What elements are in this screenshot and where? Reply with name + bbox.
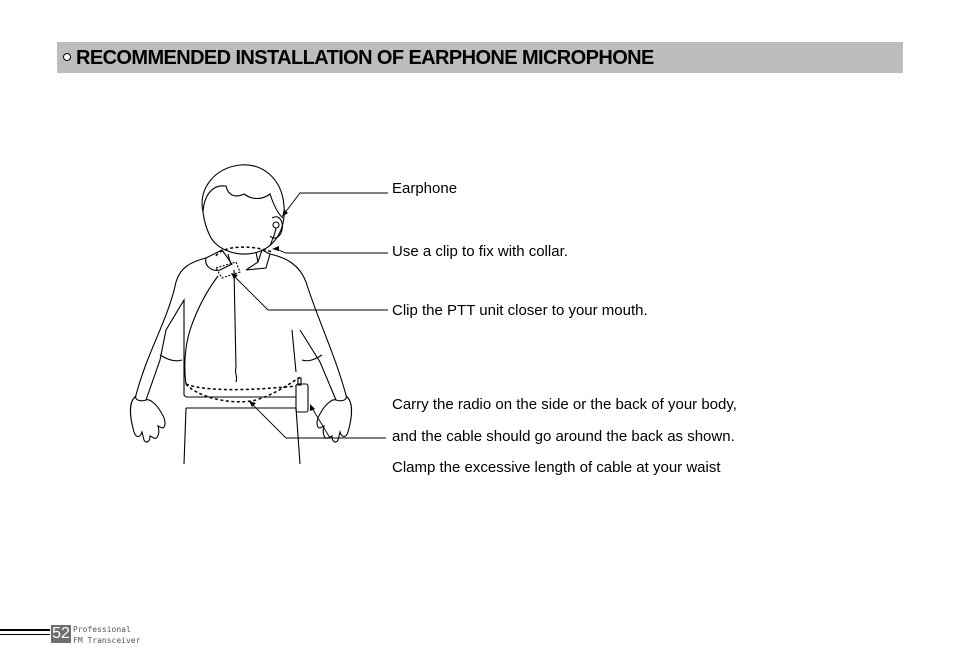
leader-lines bbox=[234, 193, 388, 438]
waist-cable bbox=[186, 376, 302, 402]
hair-outline bbox=[203, 186, 283, 218]
callout-ptt-unit: Clip the PTT unit closer to your mouth. bbox=[392, 302, 648, 319]
body-cable bbox=[185, 276, 218, 384]
callout-collar-clip: Use a clip to fix with collar. bbox=[392, 243, 568, 260]
page-number: 52 bbox=[52, 625, 70, 642]
belt bbox=[186, 397, 296, 408]
right-hand bbox=[317, 396, 352, 442]
page-title: RECOMMENDED INSTALLATION OF EARPHONE MICROPHONE bbox=[76, 47, 654, 69]
footer-label-line1: Professional bbox=[73, 625, 131, 634]
footer-rule bbox=[0, 629, 50, 639]
earphone-icon bbox=[273, 222, 279, 228]
shirt-outline bbox=[136, 254, 347, 401]
neck-cable bbox=[216, 247, 272, 256]
ear-outline bbox=[270, 217, 282, 238]
left-hand bbox=[131, 396, 166, 442]
collar-left bbox=[206, 250, 232, 270]
callout-radio-carry: Carry the radio on the side or the back of your body, bbox=[392, 396, 737, 413]
callout-earphone: Earphone bbox=[392, 180, 458, 197]
callout-cable-route: and the cable should go around the back as shown. bbox=[392, 428, 735, 445]
radio-unit bbox=[296, 384, 308, 412]
legs-outline bbox=[184, 408, 300, 464]
callout-cable-clamp: Clamp the excessive length of cable at your waist bbox=[392, 459, 721, 476]
footer-label-line2: FM Transceiver bbox=[73, 636, 141, 645]
